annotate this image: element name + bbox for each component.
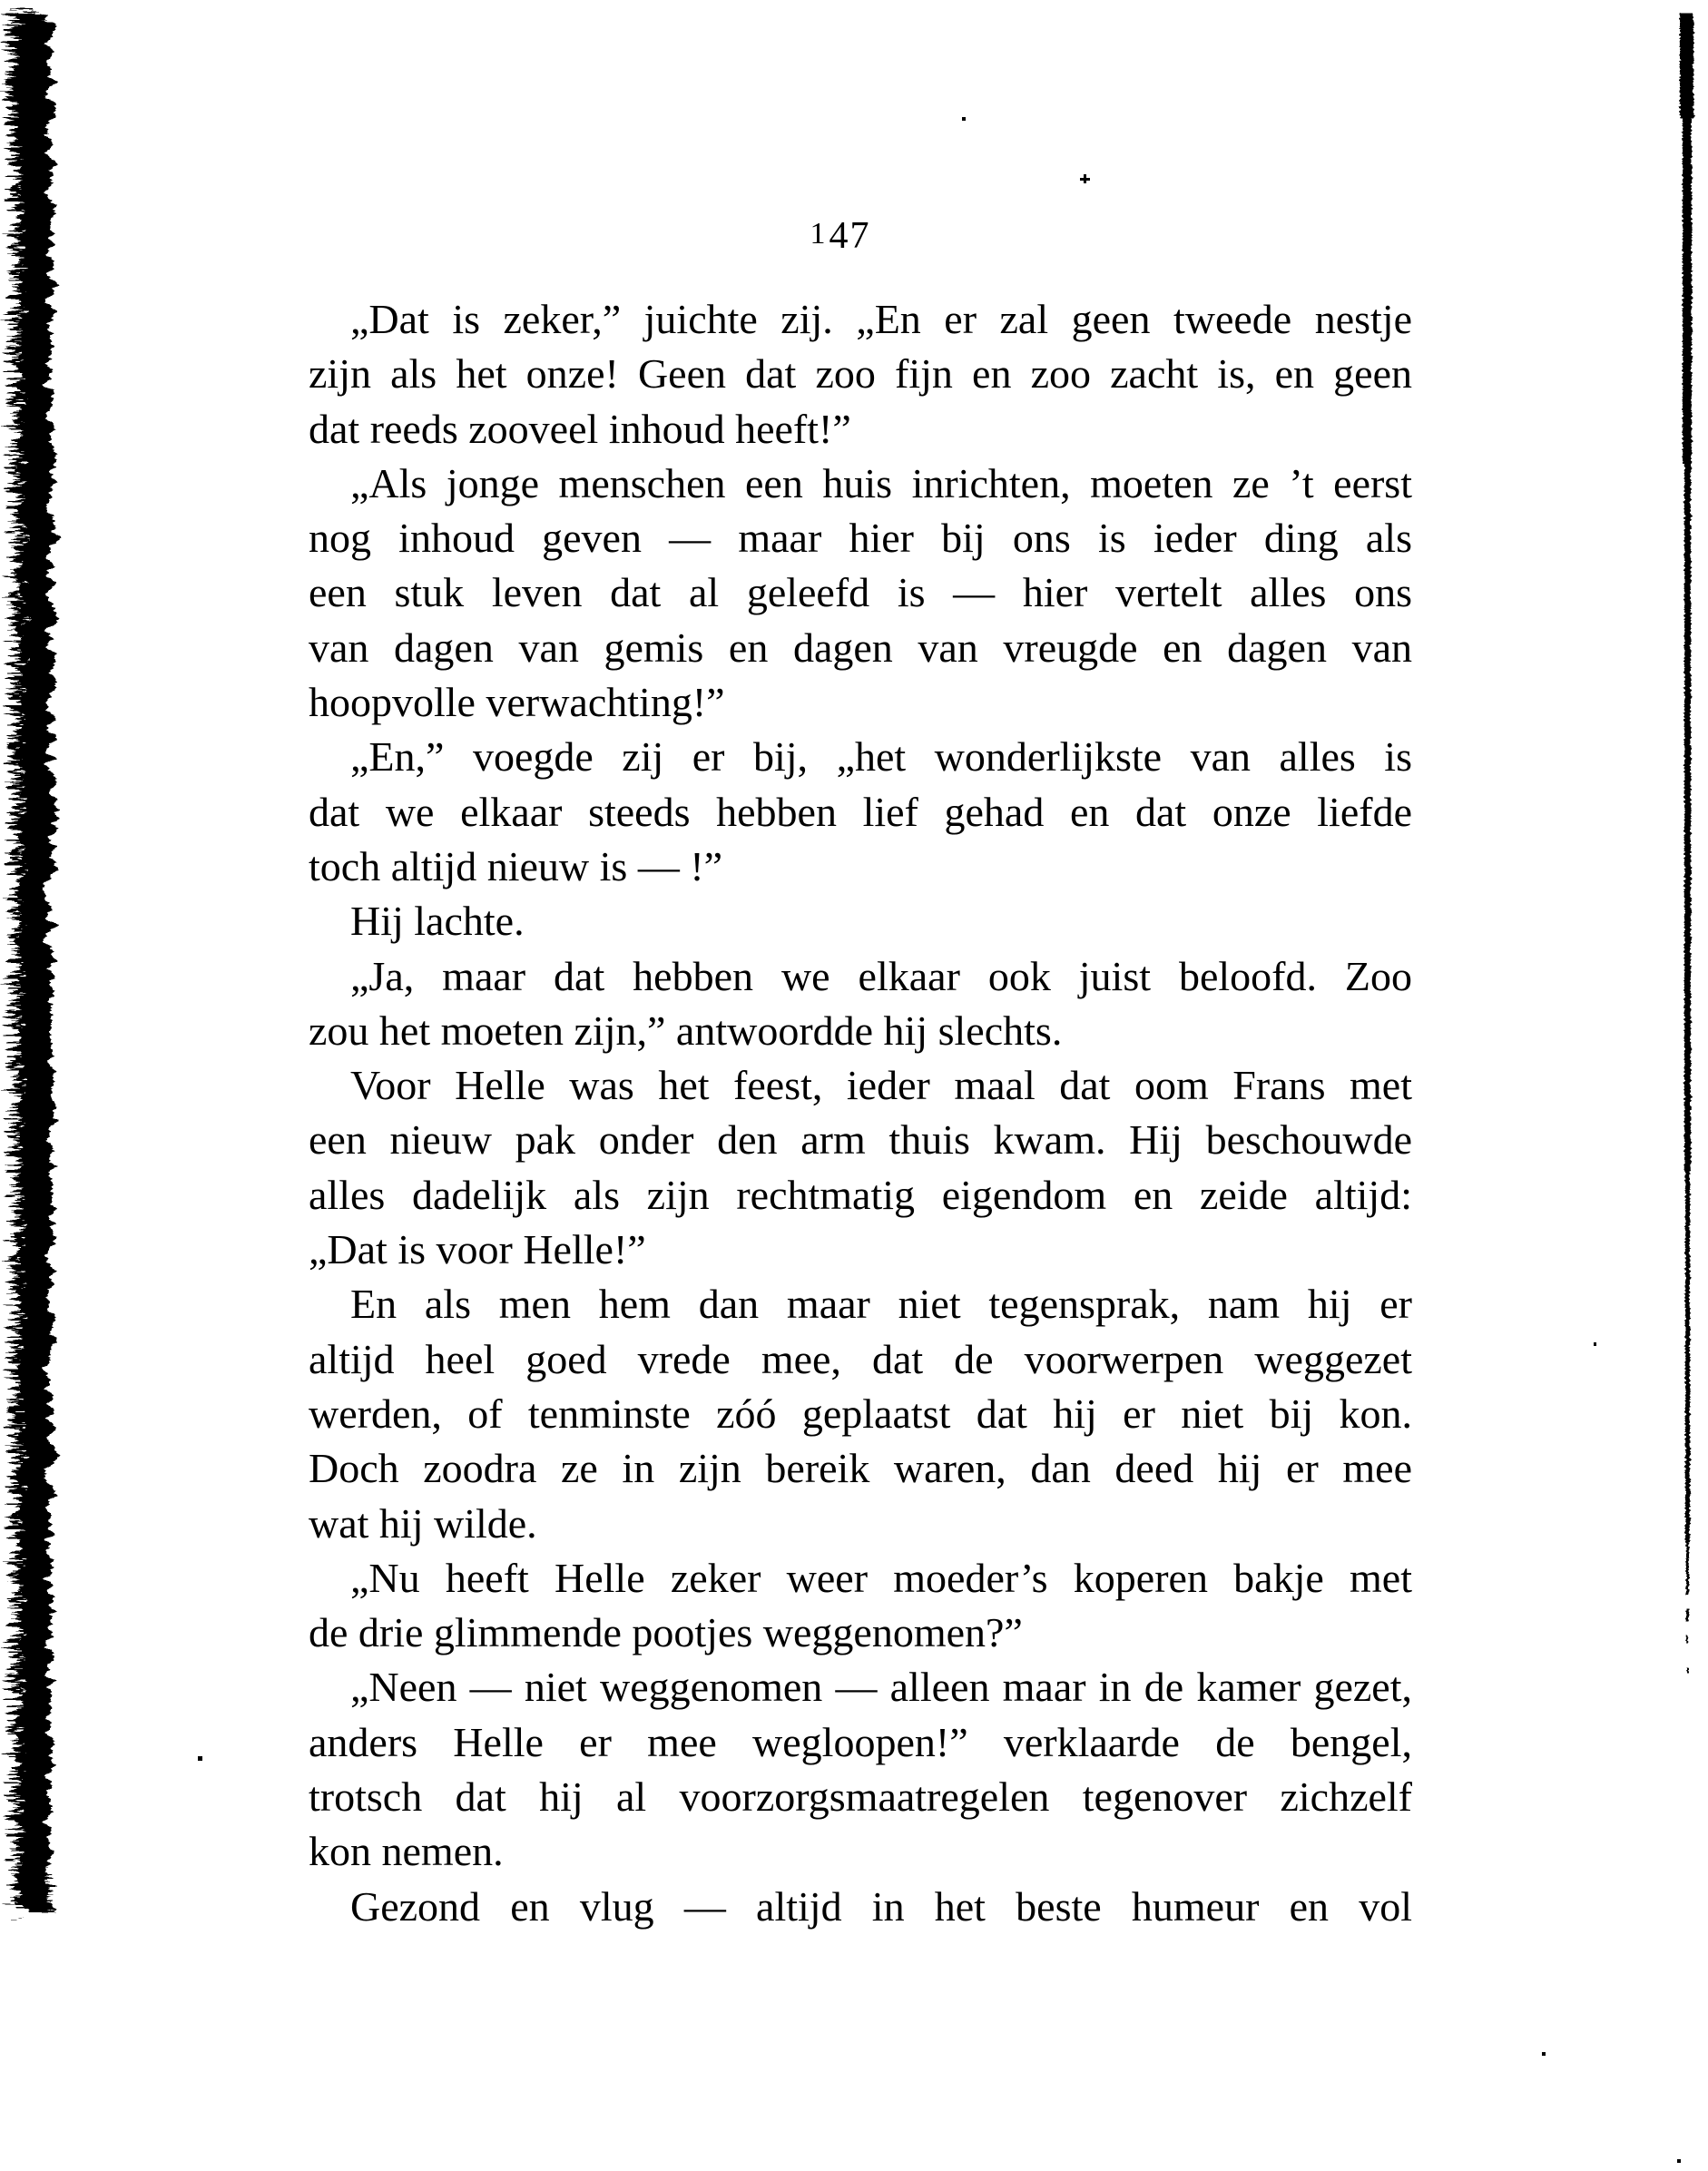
page-number-digit: 1	[810, 217, 827, 250]
text-line: een stuk leven dat al geleefd is — hier vertelt alles ons	[309, 569, 1412, 616]
text-line: „Neen — niet weggenomen — alleen maar in de kamer gezet,	[350, 1664, 1412, 1711]
paragraph	[309, 1277, 1412, 1550]
paragraph	[309, 292, 1412, 457]
text-line: wat hij wilde.	[309, 1499, 537, 1547]
text-line: toch altijd nieuw is — !”	[309, 842, 723, 889]
text-line: Hij lachte.	[350, 898, 525, 945]
text-line: trotsch dat hij al voorzorgsmaatregelen tegenover zichzelf	[309, 1773, 1412, 1821]
text-line: Voor Helle was het feest, ieder maal dat oom Frans met	[350, 1062, 1412, 1109]
paragraph	[309, 1880, 1412, 1934]
paragraph	[309, 1660, 1412, 1879]
text-line: zou het moeten zijn,” antwoordde hij slechts.	[309, 1007, 1063, 1054]
text-line: een nieuw pak onder den arm thuis kwam. Hij beschouwde	[309, 1116, 1412, 1164]
gutter-shadow	[11, 13, 51, 1910]
page-number	[289, 214, 1392, 258]
paragraph	[309, 894, 1412, 948]
text-line: dat reeds zooveel inhoud heeft!”	[309, 405, 851, 452]
page-text-block	[309, 292, 1412, 1934]
paragraph	[309, 949, 1412, 1059]
text-line: En als men hem dan maar niet tegensprak, nam hij er	[350, 1281, 1412, 1328]
paragraph	[309, 457, 1412, 730]
text-line: alles dadelijk als zijn rechtmatig eigendom en zeide altijd:	[309, 1171, 1412, 1218]
paragraph	[309, 730, 1412, 894]
text-line: hoopvolle verwachting!”	[309, 679, 725, 726]
text-line: de drie glimmende pootjes weggenomen?”	[309, 1609, 1023, 1656]
page-number-rest: 47	[829, 215, 871, 257]
text-line: „Ja, maar dat hebben we elkaar ook juist beloofd. Zoo	[350, 952, 1412, 999]
paragraph	[309, 1058, 1412, 1277]
text-line: zijn als het onze! Geen dat zoo fijn en zoo zacht is, en geen	[309, 350, 1412, 398]
text-line: „En,” voegde zij er bij, „het wonderlijkste van alles is	[350, 733, 1412, 781]
text-line: altijd heel goed vrede mee, dat de voorwerpen weggezet	[309, 1335, 1412, 1382]
text-line: „Dat is zeker,” juichte zij. „En er zal geen tweede nestje	[350, 296, 1412, 342]
text-line: kon nemen.	[309, 1828, 504, 1875]
text-line: „Als jonge menschen een huis inrichten, moeten ze ’t eerst	[350, 459, 1412, 506]
text-line: werden, of tenminste zóó geplaatst dat hij er niet bij kon.	[309, 1390, 1412, 1437]
text-line: Doch zoodra ze in zijn bereik waren, dan deed hij er mee	[309, 1445, 1412, 1492]
text-line: nog inhoud geven — maar hier bij ons is ieder ding als	[309, 515, 1412, 562]
text-line: dat we elkaar steeds hebben lief gehad en dat onze liefde	[309, 788, 1412, 835]
text-line: „Dat is voor Helle!”	[309, 1226, 646, 1273]
text-line: Gezond en vlug — altijd in het beste humeur en vol	[350, 1882, 1412, 1930]
text-line: anders Helle er mee wegloopen!” verklaarde de bengel,	[309, 1718, 1412, 1765]
paragraph	[309, 1551, 1412, 1661]
text-line: van dagen van gemis en dagen van vreugde en dagen van	[309, 624, 1412, 671]
page-edge-line	[1680, 13, 1693, 1674]
text-line: „Nu heeft Helle zeker weer moeder’s koperen bakje met	[350, 1554, 1412, 1601]
